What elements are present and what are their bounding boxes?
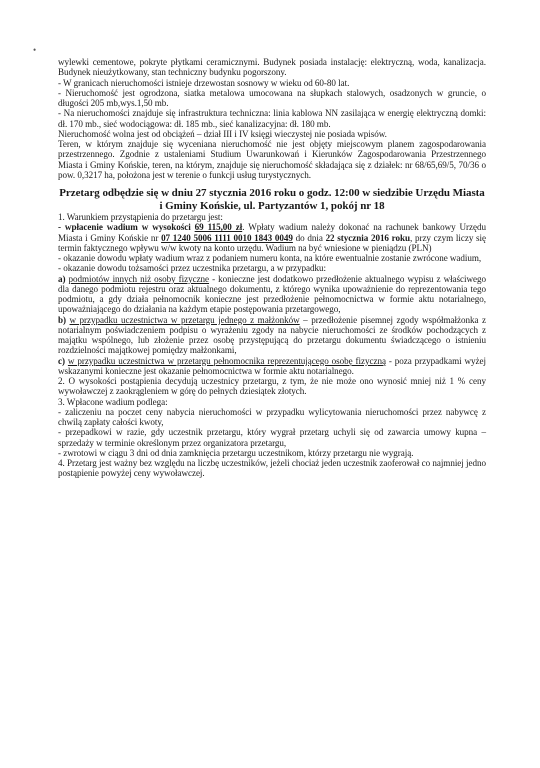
paragraph: - W granicach nieruchomości istnieje drzewostan sosnowy w wieku od 60-80 lat. (58, 77, 350, 88)
text-run: a) (58, 273, 69, 284)
paragraph (58, 274, 486, 315)
text-run: podmiotów innych niż osoby fizyczne (68, 273, 210, 284)
paragraph: - okazanie dowodu wpłaty wadium wraz z podaniem numeru konta, na które ewentualnie zostanie zwrócone wadium, (58, 253, 482, 263)
text-run: – przedłożenie pisemnej zgody współmałżonka z notarialnym poświadczeniem podpisu o wyrażeniu zgody na nabycie nieruchomości ze środków pochodzących z majątku wspólnego, lub złożenie przez osobę przystępującą do przetargu dokumentu świadczącego o istnieniu rozdzielności majątkowej pomiędzy małżonkami, (58, 314, 486, 356)
paragraph: 4. Przetarg jest ważny bez względu na liczbę uczestników, jeżeli chociaż jeden uczestnik zaoferował co najmniej jedno postąpienie powyżej ceny wywoławczej. (58, 458, 486, 479)
text-run: b) (58, 314, 70, 325)
text-run: - konieczne jest dodatkowo przedłożenie aktualnego wypisu z właściwego dla danego podmiotu rejestru oraz aktualnego dokumentu, z którego wynika upoważnienie do reprezentowania tego podmiotu, a gdy działa pełnomocnik konieczne jest przedłożenie pełnomocnictwa w formie aktu notarialnego, upoważniającego do działania na każdym etapie postępowania przetargowego, (58, 273, 486, 315)
deposit-paragraph (58, 222, 486, 253)
paragraph: Teren, w którym znajduje się wyceniana nieruchomość nie jest objęty miejscowym planem zagospodarowania przestrzennego. Zgodnie z ustaleniami Studium Uwarunkowań i Kierunków Zagospodarowania Przestrzennego Miasta i Gminy Końskie, teren, na którym, znajduje się nieruchomość składająca się z działek: nr 68/65,69/5, 70/36 o pow. 0,3217 ha, położona jest w terenie o funkcji usług turystycznych. (58, 139, 486, 180)
paragraph: - zaliczeniu na poczet ceny nabycia nieruchomości w przypadku wylicytowania nieruchomości przez nabywcę z chwilą zapłaty całości kwoty, (58, 406, 486, 427)
paragraph: - Nieruchomość jest ogrodzona, siatka metalowa umocowana na słupkach stalowych, osadzonych w gruncie, o długości 205 mb,wys.1,50 mb. (58, 87, 486, 108)
corner-mark: • (33, 45, 37, 55)
paragraph (58, 356, 486, 377)
text-run: - wpłacenie wadium w wysokości (58, 222, 195, 233)
paragraph (58, 315, 486, 356)
paragraph: - przepadkowi w razie, gdy uczestnik przetargu, który wygrał przetarg uchyli się od zawarcia umowy kupna – sprzedaży w terminie określonym przez organizatora przetargu, (58, 427, 486, 448)
text-run: do dnia (292, 232, 326, 243)
paragraph: - zwrotowi w ciągu 3 dni od dnia zamknięcia przetargu uczestnikom, którzy przetargu nie wygrają. (58, 447, 414, 458)
paragraph: 1. Warunkiem przystąpienia do przetargu jest: (58, 212, 223, 222)
deposit-amount: 69 115,00 zł (194, 222, 243, 233)
text-run: w przypadku uczestnictwa w przetargu pełnomocnika reprezentującego osobę fizyczną (67, 355, 386, 366)
text-run: c) (58, 355, 68, 366)
text-run: . Wpłaty wadium należy dokonać na rachunek bankowy Urzędu Miasta i Gminy Końskie nr (58, 222, 486, 243)
deposit-deadline: 22 stycznia 2016 roku (325, 232, 411, 243)
paragraph: Nieruchomość wolna jest od obciążeń – dział III i IV księgi wieczystej nie posiada wpisów. (58, 128, 387, 139)
text-run: w przypadku uczestnictwa w przetargu jednego z małżonków (69, 314, 300, 325)
document-body (58, 57, 486, 479)
paragraph: - Na nieruchomości znajduje się infrastruktura techniczna: linia kablowa NN zasilająca w energię elektryczną domki: dł. 170 mb., sieć wodociągowa: dł. 185 mb., sieć kanalizacyjna: dł. 180 mb. (58, 108, 486, 129)
bank-account-number: 07 1240 5006 1111 0010 1843 0049 (161, 232, 293, 243)
text-run: , przy czym liczy się termin faktycznego wpływu w/w kwoty na konto urzędu. Wadium na być wniesione w pieniądzu (PLN) (58, 232, 487, 253)
auction-heading: Przetarg odbędzie się w dniu 27 stycznia 2016 roku o godz. 12:00 w siedzibie Urzędu Miasta i Gminy Końskie, ul. Partyzantów 1, pokój nr 18 (59, 187, 485, 212)
text-run: - poza przypadkami wyżej wskazanymi konieczne jest okazanie pełnomocnictwa w formie aktu notarialnego. (58, 355, 486, 376)
paragraph: 3. Wpłacone wadium podlega: (58, 396, 168, 407)
paragraph: 2. O wysokości postąpienia decydują uczestnicy przetargu, z tym, że nie może ono wynosić mniej niż 1 % ceny wywoławczej z zaokrągleniem w górę do pełnych dziesiątek złotych. (58, 376, 486, 397)
paragraph: - okazanie dowodu tożsamości przez uczestnika przetargu, a w przypadku: (58, 263, 326, 274)
paragraph: wylewki cementowe, pokryte płytkami ceramicznymi. Budynek posiada instalację: elektryczną, woda, kanalizacja. Budynek nieużytkowany, stan techniczny budynku pogorszony. (58, 57, 486, 78)
